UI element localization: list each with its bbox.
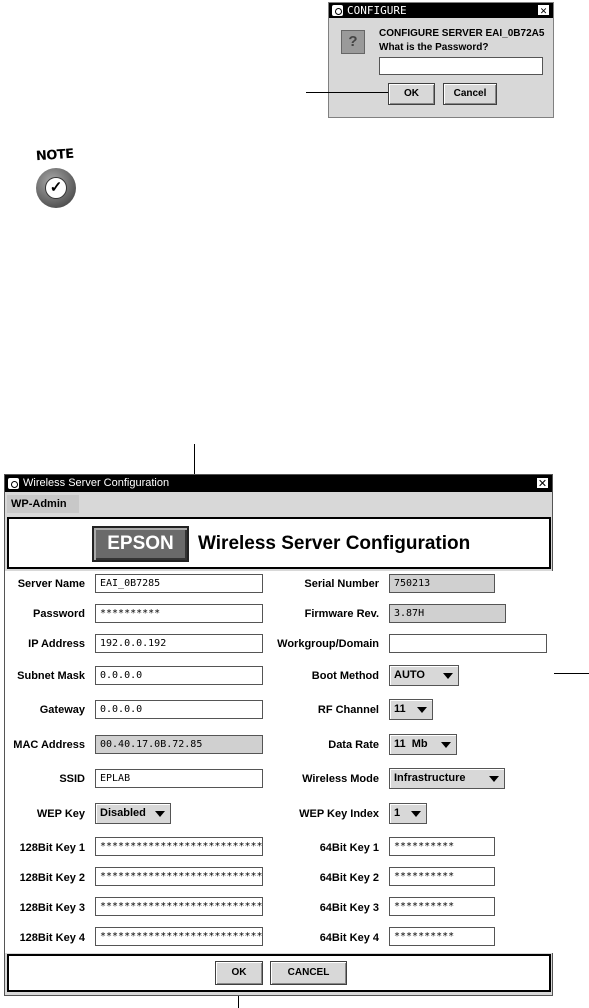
password-field[interactable]: ********** xyxy=(95,604,263,623)
dialog-titlebar xyxy=(329,3,553,18)
data-rate-value: 11 Mb xyxy=(394,738,428,750)
ip-address-label: IP Address xyxy=(28,638,85,650)
chevron-down-icon xyxy=(155,811,165,817)
wep-key-value: Disabled xyxy=(100,807,146,819)
key64-1-input[interactable]: ********** xyxy=(389,837,495,856)
config-window xyxy=(4,474,553,996)
subnet-mask-input[interactable]: 0.0.0.0 xyxy=(95,666,263,685)
footer-panel xyxy=(7,954,551,992)
close-icon[interactable]: ✕ xyxy=(537,4,550,16)
subnet-mask-label: Subnet Mask xyxy=(17,670,85,682)
key128-1-label: 128Bit Key 1 xyxy=(19,842,85,854)
menu-wp-admin[interactable]: WP-Admin xyxy=(7,495,79,513)
gateway-input[interactable]: 0.0.0.0 xyxy=(95,700,263,719)
config-form xyxy=(5,571,554,953)
boot-method-label: Boot Method xyxy=(311,670,379,682)
close-icon[interactable]: ✕ xyxy=(537,478,548,490)
rf-channel-select[interactable] xyxy=(389,699,433,720)
ssid-label: SSID xyxy=(59,773,85,785)
boot-method-value: AUTO xyxy=(394,669,425,681)
rf-channel-value: 11 xyxy=(394,703,406,715)
password-dialog xyxy=(328,2,554,118)
question-icon: ? xyxy=(341,30,365,54)
dialog-message: CONFIGURE SERVER EAI_0B72A5 xyxy=(379,28,545,39)
callout-line xyxy=(306,92,388,93)
key64-4-label: 64Bit Key 4 xyxy=(319,932,379,944)
note-label: NOTE xyxy=(35,146,75,165)
chevron-down-icon xyxy=(411,811,421,817)
note-icon xyxy=(34,148,86,210)
app-icon xyxy=(8,478,19,489)
wep-key-index-label: WEP Key Index xyxy=(299,808,379,820)
header-panel xyxy=(7,517,551,569)
mac-address-label: MAC Address xyxy=(13,739,85,751)
firmware-rev-field: 3.87H xyxy=(389,604,506,623)
data-rate-label: Data Rate xyxy=(328,739,379,751)
workgroup-input[interactable] xyxy=(389,634,547,653)
wireless-mode-label: Wireless Mode xyxy=(302,773,379,785)
key64-3-label: 64Bit Key 3 xyxy=(319,902,379,914)
key128-2-input[interactable]: *************************** xyxy=(95,867,263,886)
firmware-rev-label: Firmware Rev. xyxy=(304,608,379,620)
key64-2-label: 64Bit Key 2 xyxy=(319,872,379,884)
app-icon xyxy=(332,5,343,16)
ok-button[interactable]: OK xyxy=(388,83,435,105)
ssid-input[interactable]: EPLAB xyxy=(95,769,263,788)
key128-3-input[interactable]: *************************** xyxy=(95,897,263,916)
data-rate-select[interactable] xyxy=(389,734,457,755)
note-disc xyxy=(36,168,76,208)
key128-2-label: 128Bit Key 2 xyxy=(19,872,85,884)
password-label: Password xyxy=(33,608,85,620)
page-title: Wireless Server Configuration xyxy=(198,533,471,554)
ok-button[interactable]: OK xyxy=(215,961,263,985)
key128-4-input[interactable]: *************************** xyxy=(95,927,263,946)
server-name-input[interactable]: EAI_0B7285 xyxy=(95,574,263,593)
ip-address-input[interactable]: 192.0.0.192 xyxy=(95,634,263,653)
password-input[interactable] xyxy=(379,57,543,75)
chevron-down-icon xyxy=(443,673,453,679)
wep-key-select[interactable] xyxy=(95,803,171,824)
window-titlebar xyxy=(5,475,552,492)
window-title: Wireless Server Configuration xyxy=(23,477,170,489)
cancel-button[interactable]: Cancel xyxy=(443,83,497,105)
epson-logo: EPSON xyxy=(92,526,189,562)
rf-channel-label: RF Channel xyxy=(317,704,379,716)
mac-address-field: 00.40.17.0B.72.85 xyxy=(95,735,263,754)
checkmark-icon: ✓ xyxy=(45,177,67,199)
wep-key-index-value: 1 xyxy=(394,807,401,819)
chevron-down-icon xyxy=(489,776,499,782)
key64-2-input[interactable]: ********** xyxy=(389,867,495,886)
wireless-mode-value: Infrastructure xyxy=(394,772,466,784)
dialog-title: CONFIGURE xyxy=(347,4,407,17)
wep-key-label: WEP Key xyxy=(36,808,85,820)
key64-1-label: 64Bit Key 1 xyxy=(319,842,379,854)
key128-3-label: 128Bit Key 3 xyxy=(19,902,85,914)
cancel-button[interactable]: CANCEL xyxy=(270,961,347,985)
boot-method-select[interactable] xyxy=(389,665,459,686)
serial-number-field: 750213 xyxy=(389,574,495,593)
chevron-down-icon xyxy=(441,742,451,748)
gateway-label: Gateway xyxy=(39,704,85,716)
wireless-mode-select[interactable] xyxy=(389,768,505,789)
dialog-prompt: What is the Password? xyxy=(379,42,489,53)
workgroup-label: Workgroup/Domain xyxy=(277,638,379,650)
key128-4-label: 128Bit Key 4 xyxy=(19,932,85,944)
chevron-down-icon xyxy=(417,707,427,713)
key128-1-input[interactable]: *************************** xyxy=(95,837,263,856)
serial-number-label: Serial Number xyxy=(304,578,379,590)
wep-key-index-select[interactable] xyxy=(389,803,427,824)
key64-3-input[interactable]: ********** xyxy=(389,897,495,916)
key64-4-input[interactable]: ********** xyxy=(389,927,495,946)
server-name-label: Server Name xyxy=(17,578,85,590)
